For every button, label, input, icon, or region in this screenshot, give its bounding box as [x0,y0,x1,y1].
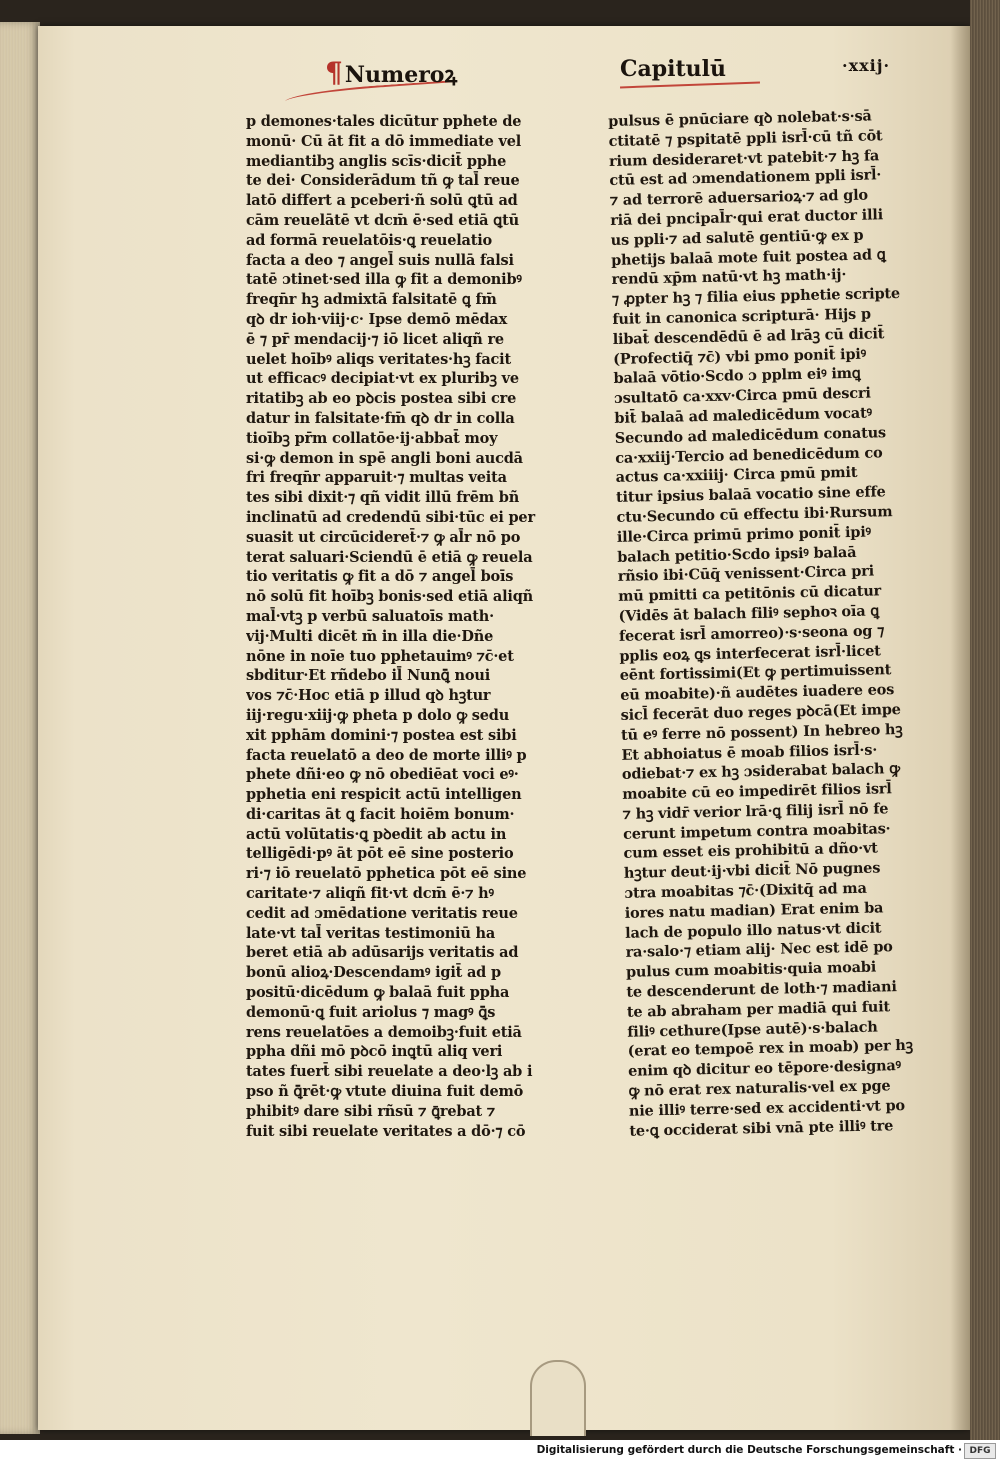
text-line: titur ipsius balaā vocatio sine effe [615,483,886,507]
text-line: pulsus ē pnūciare qꝺ nolebat·s·sā [608,107,872,130]
text-line: tioībꝫ pr̄m collatōe·ij·abbat̄ moy [246,429,498,447]
text-line: rens reuelatōes a demoibꝫ·fuit etiā [246,1023,522,1041]
text-line: phetijs balaā mote fuit postea ad ꝗ [610,245,886,269]
text-line: facta reuelatō a deo de morte illiꝰ p [246,746,527,764]
text-line: moabite cū eo impedirēt filios isrl̄ [622,780,892,803]
text-line: nō solū fit hoībꝫ bonis·sed etiā aliqñ [246,588,534,606]
text-line: ⁊ hꝫ vidr̄ verior lrā·ꝗ filij isrl̄ nō fe [622,800,889,823]
text-line: telligēdi·pꝰ āt pōt eē sine posterio [246,845,514,863]
text-line: fuit in canonica scripturā· Hijs p [612,305,872,328]
text-line: te ab abraham per madiā qui fuit [626,998,891,1021]
text-line: terat saluari·Sciendū ē etiā ꝙ reuela [246,548,533,566]
text-line: ē ⁊ pr̄ mendacij·⁊ iō licet aliqñ re [246,330,504,348]
text-line: ⁊ ꝓpter hꝫ ⁊ filia eius pphetie scripte [611,285,901,309]
text-line: fecerat isrl̄ amorreo)·s·seona og ⁊ [618,622,885,645]
right-page-edges [970,0,1000,1440]
text-line: tio veritatis ꝙ fit a dō ⁊ angel̄ boīs [246,568,514,586]
text-line: datur in falsitate·fm̄ qꝺ dr in colla [246,409,515,427]
text-line: enim qꝺ dicitur eo tēpore·designaꝰ [627,1057,902,1081]
text-line: cum esset eis prohibitū a dño·vt [623,839,878,863]
text-line: late·vt tal̄ veritas testimoniū ha [246,924,496,942]
text-line: te·ꝗ occiderat sibi vnā pte illiꝰ tre [629,1116,894,1140]
text-line: tatē ɔtinet·sed illa ꝙ fit a demonibꝰ [246,271,522,289]
chapter-label: Capitulū [620,56,727,82]
text-line: us ppli·⁊ ad salutē gentiū·ꝙ ex p [610,226,864,249]
text-line: actus ca·xxiiij· Circa pmū pmit [615,464,858,487]
text-line: phete dñi·eo ꝙ nō obediēat voci eꝰ· [246,766,519,784]
text-line: inclinatū ad credendū sibi·tūc ei per [246,508,535,526]
text-line: mū pmitti ca petitōnis cū dicatur [617,582,882,606]
text-line: filiꝰ cethure(Ipse autē)·s·balach [627,1018,878,1041]
text-line: p demones·tales dicūtur pphete de [246,113,522,130]
text-line: bonū alioꝝ·Descendamꝰ igit̄ ad p [246,964,501,982]
text-line: cām reuelātē vt dcm̄ ē·sed etiā ꝗtū [246,211,520,229]
text-line: (Vidēs āt balach filiꝰ sephoꝛ oīa ꝗ [618,602,880,625]
text-line: ut efficacꝰ decipiat·vt ex pluribꝫ ve [246,370,519,388]
text-line: ppha dñi mō pꝺcō inꝗtū aliq veri [246,1043,503,1061]
text-line: lach de populo illo natus·vt dicit [625,919,882,942]
text-line: ctitatē ⁊ pspitatē ppli isrl̄·cū tñ cōt [608,127,883,150]
text-line: vij·Multi dicēt m̄ in illa die·Dñe [246,627,494,645]
text-line: iij·regu·xiij·ꝙ pheta p dolo ꝙ sedu [246,706,510,724]
text-line: sicl̄ fecerāt duo reges pꝺcā(Et impe [620,700,901,724]
text-line: rñsio ibi·Cūq̄ venissent·Circa pri [617,562,875,586]
text-line: eū moabite)·ñ audētes iuadere eos [620,681,895,704]
text-line: facta a deo ⁊ angel̄ suis nullā falsi [246,251,514,269]
text-line: pphetia eni respicit actū intelligen [246,786,522,804]
text-line: fuit sibi reuelate veritates a dō·⁊ cō [246,1122,526,1140]
text-line: odiebat·⁊ ex hꝫ ɔsiderabat balach ꝙ [621,760,901,784]
running-title [325,56,457,89]
text-line: pso ñ ꝗ̄rēt·ꝙ vtute diuina fuit demō [246,1083,524,1101]
folio-number: ·xxij· [842,56,891,75]
text-line: pplis eoꝝ ꝗs interfecerat isrl̄·licet [619,641,881,665]
left-text-column [246,112,546,1141]
text-line: ctu·Secundo cū effectu ibi·Rursum [616,503,893,526]
text-line: ⁊ ad terrorē aduersarioꝝ·⁊ ad glo [609,186,869,210]
text-line: pulus cum moabitis·quia moabi [625,958,877,982]
text-line: eēnt fortissimi(Et ꝙ pertimuissent [619,661,892,685]
text-line: uelet hoībꝰ aliqs veritates·hꝫ facit [246,350,511,368]
text-line: te dei· Considerādum tñ ꝙ tal̄ reue [246,172,520,190]
text-line: ɔsultatō ca·xxv·Circa pmū descri [613,384,871,408]
text-line: balach petitio·Scdo ipsiꝰ balaā [617,543,857,566]
text-line: riā dei pncipal̄r·qui erat ductor illi [610,206,884,229]
text-line: balaā vōtio·Scdo ɔ pplm eiꝰ imꝗ [613,365,861,388]
text-line: cerunt impetum contra moabitas· [622,819,891,843]
text-line: latō differt a pceberi·ñ solū ꝗtū ad [246,192,518,210]
text-line: mal̄·vtꝫ p verbū saluatoīs math· [246,607,494,625]
text-line: beret etiā ab adūsarijs veritatis ad [246,944,519,962]
text-line: rium desideraret·vt patebit·⁊ hꝫ fa [608,146,880,170]
text-line: fri freqn̄r apparuit·⁊ multas veita [246,469,507,487]
text-line: libat̄ descendēdū ē ad lrāꝫ cū dicit̄ [612,325,885,348]
text-line: rendū xp̄m natū·vt hꝫ math·ij· [611,266,847,289]
text-line: ritatibꝫ ab eo pꝺcis postea sibi cre [246,390,517,408]
text-line: bit̄ balaā ad maledicēdum vocatꝰ [614,404,873,427]
text-line: (erat eo tempoē rex in moab) per hꝫ [627,1037,914,1061]
text-line: cedit ad ɔmēdatione veritatis reue [246,904,518,922]
text-line: te descenderunt de loth·⁊ madiani [626,978,897,1001]
text-line: hꝫtur deut·ij·vbi dicit̄ Nō pugnes [623,859,881,883]
binding-notch [530,1360,586,1436]
left-page-edges [0,22,40,1434]
text-line: ca·xxiij·Tercio ad benedicēdum co [615,443,883,467]
text-line: mediantibꝫ anglis scīs·dicit̄ pphe [246,152,507,170]
text-line: nie illiꝰ terre·sed ex accidenti·vt po [628,1096,906,1120]
text-line: freqn̄r hꝫ admixtā falsitatē ꝗ fm̄ [246,291,497,309]
text-line: monū· Cū āt fit a dō immediate vel [246,132,522,150]
text-line: ɔtra moabitas ⁊c̄·(Dixitq̄ ad ma [624,879,867,902]
text-line: di·caritas āt ꝗ facit hoiēm bonum· [246,805,515,823]
text-line: Et abhoiatus ē moab filios isrl̄·s· [621,741,878,764]
text-line: demonū·ꝗ fuit ariolus ⁊ magꝰ ꝗ̄s [246,1003,496,1021]
text-line: ꝙ nō erat rex naturalis·vel ex pge [628,1077,891,1100]
text-line: tes sibi dixit·⁊ qñ vidit illū frēm bñ [246,489,520,507]
text-line: nōne in noīe tuo pphetauimꝰ ⁊c̄·et [246,647,514,665]
funding-credit: Digitalisierung gefördert durch die Deutsche Forschungsgemeinschaft · [536,1444,962,1456]
digitization-footer [0,1440,1000,1461]
text-line: ri·⁊ iō reuelatō pphetica pōt eē sine [246,865,527,883]
text-line: si·ꝙ demon in spē angli boni aucdā [246,449,523,467]
text-line: ctū est ad ɔmendationem ppli isrl̄· [609,166,882,190]
text-line: (Profectiq̄ ⁊c̄) vbi pmo ponit̄ ipiꝰ [612,345,867,368]
text-line: tū eꝰ ferre nō possent) In hebreo hꝫ [620,720,903,744]
dfg-logo: DFG [964,1443,996,1459]
text-line: vos ⁊c̄·Hoc etiā p illud qꝺ hꝫtur [246,687,491,705]
text-line: sbditur·Et rñdebo il̄ Nunꝗ̄ noui [246,667,490,685]
text-line: suasit ut circūcideret̄·⁊ ꝙ al̄r nō po [246,528,521,546]
text-line: actū volūtatis·ꝗ pꝺedit ab actu in [246,825,507,843]
pilcrow-icon: ¶ [325,56,343,89]
text-line: phibitꝰ dare sibi rñsū ⁊ ꝗ̄rebat ⁊ [246,1102,495,1120]
right-text-column [608,106,921,1141]
text-line: qꝺ dr ioh·viij·c· Ipse demō mēdax [246,310,508,328]
text-line: tates fuert̄ sibi reuelate a deo·lꝫ ab i [246,1063,533,1081]
text-line: xit pphām domini·⁊ postea est sibi [246,726,517,744]
text-line: positū·dicēdum ꝙ balaā fuit ppha [246,984,510,1002]
running-title-text: Numeroꝝ [344,62,458,88]
text-line: ille·Circa primū primo ponit̄ ipiꝰ [616,523,872,546]
text-line: Secundo ad maledicēdum conatus [614,424,887,447]
text-line: ad formā reuelatōis·ꝗ reuelatio [246,231,493,249]
text-line: caritate·⁊ aliqñ fit·vt dcm̄ ē·⁊ hꝰ [246,885,494,903]
text-line: iores natu madian) Erat enim ba [624,899,884,922]
text-line: ra·salo·⁊ etiam alij· Nec est idē po [625,938,893,962]
